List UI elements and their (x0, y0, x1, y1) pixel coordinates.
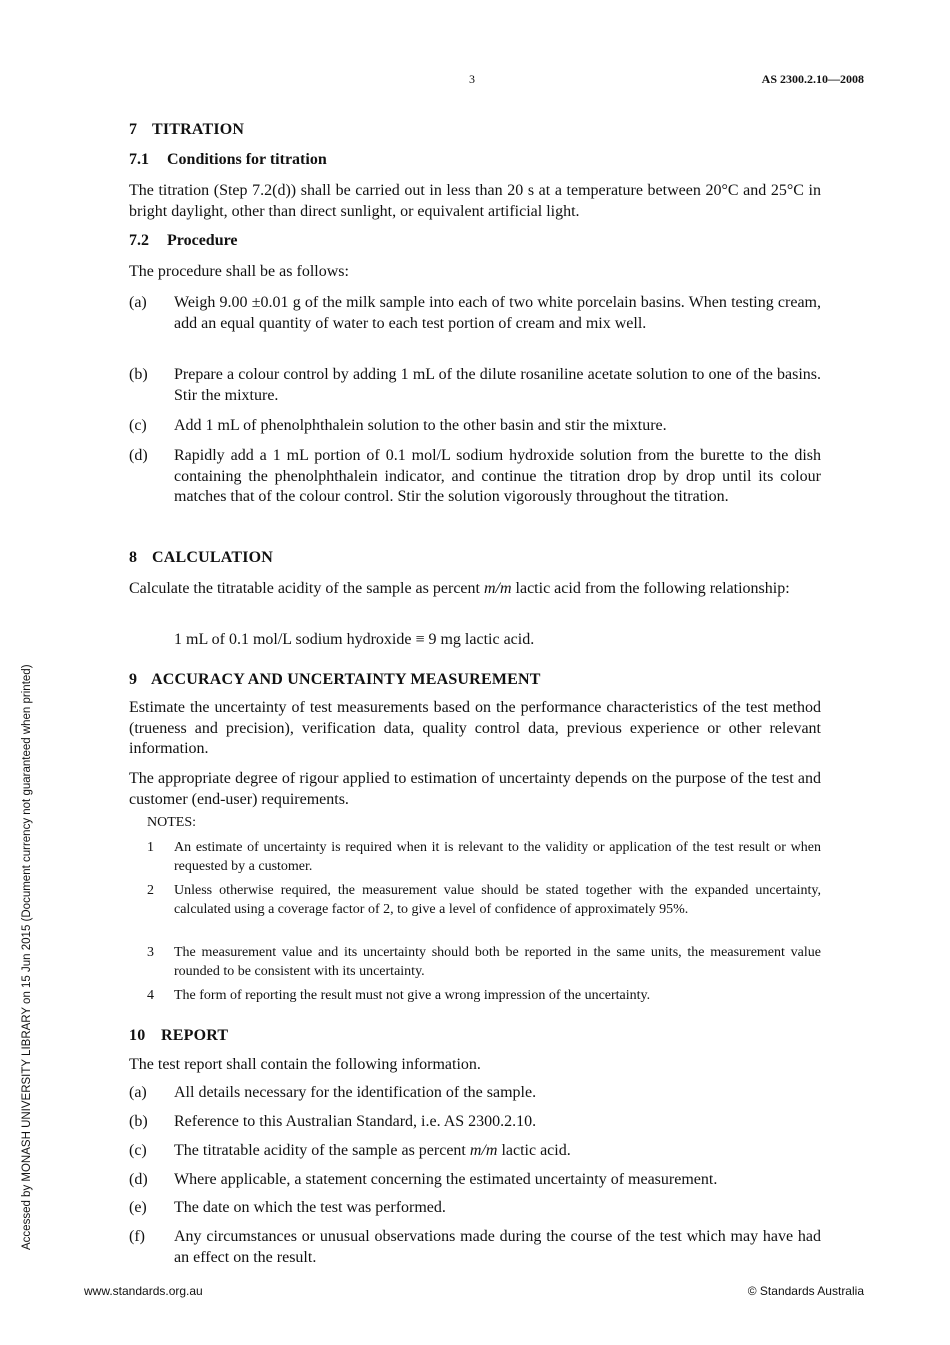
item-text: Add 1 mL of phenolphthalein solution to the other basin and stir the mixture. (174, 417, 667, 434)
emphasis: m/m (469, 1142, 498, 1159)
note-4 (147, 986, 821, 1005)
procedure-item-d (129, 446, 821, 508)
section-title: Conditions for titration (167, 151, 327, 168)
section-title: CALCULATION (152, 549, 274, 566)
item-text: Rapidly add a 1 mL portion of 0.1 mol/L sodium hydroxide solution from the burette to the dish containing the phenolphthalein indicator, and continue the titration drop by drop until its colour matches that of the colour control. Stir the solution vigorously throughout the titration. (174, 447, 821, 505)
item-text: All details necessary for the identification of the sample. (174, 1084, 537, 1101)
uncertainty-paragraph-2: The appropriate degree of rigour applied to estimation of uncertainty depends on the purpose of the test and customer (end-user) requirements. (129, 770, 821, 808)
text-run: lactic acid from the following relationship: (511, 580, 790, 597)
conditions-paragraph: The titration (Step 7.2(d)) shall be carried out in less than 20 s at a temperature between 20°C and 25°C in bright daylight, other than direct sunlight, or equivalent artificial light. (129, 182, 821, 220)
section-title: ACCURACY AND UNCERTAINTY MEASUREMENT (151, 671, 541, 688)
note-text: The form of reporting the result must not give a wrong impression of the uncertainty. (174, 988, 651, 1003)
section-number: 8 (129, 549, 138, 566)
section-number: 7.1 (129, 151, 149, 168)
report-item-b (129, 1112, 821, 1133)
item-label: (d) (129, 447, 148, 464)
note-3 (147, 943, 821, 981)
report-item-a (129, 1083, 821, 1104)
item-label: (d) (129, 1171, 148, 1188)
item-text: Weigh 9.00 ±0.01 g of the milk sample into each of two white porcelain basins. When testing cream, add an equal quantity of water to each test portion of cream and mix well. (174, 294, 821, 332)
section-title: REPORT (161, 1027, 229, 1044)
section-number: 7.2 (129, 232, 149, 249)
report-intro: The test report shall contain the following information. (129, 1056, 481, 1073)
procedure-item-c (129, 416, 821, 437)
text-run: Calculate the titratable acidity of the sample as percent (129, 580, 484, 597)
item-text: Where applicable, a statement concerning the estimated uncertainty of measurement. (174, 1171, 718, 1188)
item-label: (b) (129, 366, 148, 383)
section-8-heading (129, 548, 821, 569)
note-number: 4 (147, 988, 154, 1003)
procedure-intro: The procedure shall be as follows: (129, 263, 349, 280)
section-number: 10 (129, 1027, 146, 1044)
text-run: lactic acid. (497, 1142, 571, 1159)
note-1 (147, 838, 821, 876)
report-item-f (129, 1227, 821, 1268)
note-text: The measurement value and its uncertainty should both be reported in the same units, the measurement value rounded to be consistent with its uncertainty. (174, 945, 821, 979)
item-label: (c) (129, 417, 147, 434)
note-number: 3 (147, 945, 154, 960)
note-text: An estimate of uncertainty is required when it is relevant to the validity or application of the test result or when requested by a customer. (174, 840, 821, 874)
item-label: (b) (129, 1113, 148, 1130)
note-2 (147, 881, 821, 919)
item-label: (e) (129, 1199, 147, 1216)
footer-copyright: © Standards Australia (747, 1284, 864, 1298)
item-label: (a) (129, 294, 147, 311)
access-notice: Accessed by MONASH UNIVERSITY LIBRARY on 15 Jun 2015 (Document currency not guaranteed when printed) (21, 664, 33, 1250)
section-7-heading (129, 120, 821, 141)
item-label: (a) (129, 1084, 147, 1101)
report-item-e (129, 1198, 821, 1219)
item-text: Prepare a colour control by adding 1 mL of the dilute rosaniline acetate solution to one of the basins. Stir the mixture. (174, 366, 821, 404)
section-7-2-heading (129, 231, 821, 252)
report-item-d (129, 1170, 821, 1191)
section-9-heading (129, 670, 821, 691)
text-run: The titratable acidity of the sample as percent (174, 1142, 470, 1159)
note-number: 2 (147, 883, 154, 898)
item-label: (f) (129, 1228, 145, 1245)
procedure-item-b (129, 365, 821, 406)
section-number: 9 (129, 671, 138, 688)
item-text: The date on which the test was performed. (174, 1199, 446, 1216)
item-text (174, 1141, 821, 1162)
item-text: Any circumstances or unusual observations made during the course of the test which may have had an effect on the result. (174, 1228, 821, 1266)
procedure-item-a (129, 293, 821, 334)
section-10-heading (129, 1026, 821, 1047)
item-text: Reference to this Australian Standard, i.e. AS 2300.2.10. (174, 1113, 537, 1130)
uncertainty-paragraph-1: Estimate the uncertainty of test measurements based on the performance characteristics of the test method (trueness and precision), verification data, quality control data, previous experience or other relevant information. (129, 699, 821, 757)
note-text: Unless otherwise required, the measurement value should be stated together with the expanded uncertainty, calculated using a coverage factor of 2, to give a level of confidence of approximately 95%. (174, 883, 821, 917)
calculation-paragraph (129, 579, 821, 600)
section-7-1-heading (129, 150, 821, 171)
section-title: TITRATION (152, 121, 245, 138)
section-title: Procedure (167, 232, 238, 249)
notes-label: NOTES: (147, 815, 196, 830)
footer-website: www.standards.org.au (84, 1284, 203, 1298)
calculation-formula: 1 mL of 0.1 mol/L sodium hydroxide ≡ 9 mg lactic acid. (174, 631, 535, 648)
section-number: 7 (129, 121, 138, 138)
item-label: (c) (129, 1142, 147, 1159)
emphasis: m/m (483, 580, 512, 597)
standard-id: AS 2300.2.10—2008 (761, 72, 864, 86)
page-number: 3 (469, 72, 475, 86)
report-item-c (129, 1141, 821, 1162)
note-number: 1 (147, 840, 154, 855)
